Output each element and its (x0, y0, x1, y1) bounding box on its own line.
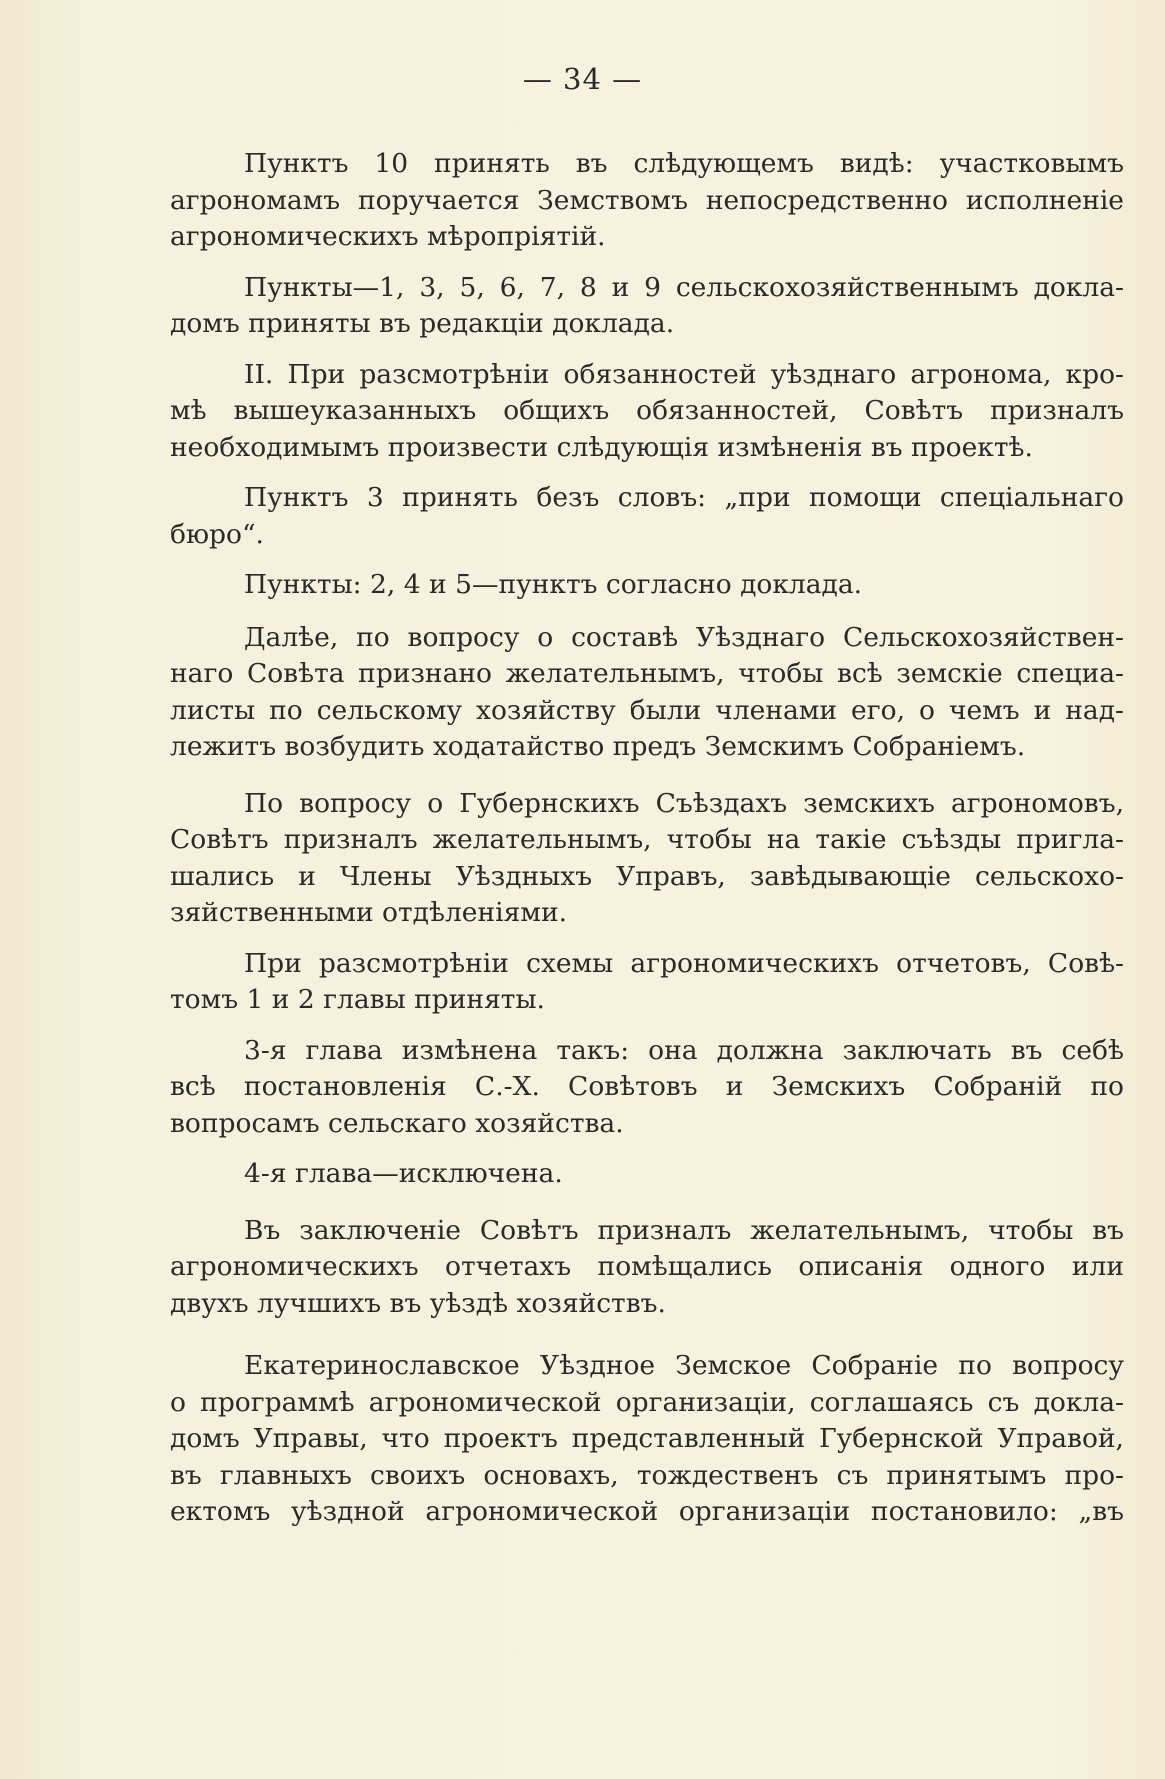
text-line: домъ Управы, что проектъ представленный Губернской Управой, (170, 1423, 1124, 1454)
text-line: лежитъ возбудить ходатайство предъ Земскимъ Собраніемъ. (170, 731, 1026, 762)
text-line: Пункты—1, 3, 5, 6, 7, 8 и 9 сельскохозяйственнымъ докла- (244, 271, 1124, 303)
text-line: агрономическихъ отчетахъ помѣщались описанія одного или (170, 1251, 1124, 1282)
text-line: зяйственными отдѣленіями. (170, 897, 568, 928)
text-line: необходимымъ произвести слѣдующія измѣненія въ проектѣ. (170, 431, 1033, 463)
paragraph (170, 1213, 1124, 1323)
text-line: При разсмотрѣніи схемы агрономическихъ отчетовъ, Совѣ- (244, 947, 1124, 979)
text-line: бюро“. (170, 518, 264, 550)
paragraph (170, 357, 1124, 467)
paragraph (170, 786, 1124, 932)
text-line: Далѣе, по вопросу о составѣ Уѣзднаго Сельскохозяйствен- (244, 621, 1124, 653)
text-line: агрономамъ поручается Земствомъ непосредственно исполненіе (170, 184, 1124, 216)
text-line: листы по сельскому хозяйству были членами его, о чемъ и над- (170, 694, 1124, 726)
paragraph (170, 270, 1124, 343)
text-line: томъ 1 и 2 главы приняты. (170, 984, 545, 1015)
text-line: II. При разсмотрѣніи обязанностей уѣзднаго агронома, кро- (244, 358, 1124, 390)
text-line: шались и Члены Уѣздныхъ Управъ, завѣдывающіе сельскохо- (170, 860, 1124, 892)
paragraph (170, 946, 1124, 1019)
text-line: ектомъ уѣздной агрономической организаціи постановило: „въ (170, 1496, 1124, 1527)
text-line: Совѣтъ призналъ желательнымъ, чтобы на такіе съѣзды пригла- (170, 824, 1124, 855)
text-line: агрономическихъ мѣропріятій. (170, 221, 606, 252)
text-line: 3-я глава измѣнена такъ: она должна заключать въ себѣ (244, 1034, 1124, 1066)
body-text (170, 132, 1124, 1531)
text-line: Пунктъ 3 принять безъ словъ: „при помощи спеціальнаго (244, 482, 1124, 513)
paragraph (170, 567, 1124, 604)
paragraph (170, 1156, 1124, 1193)
text-line: въ главныхъ своихъ основахъ, тождественъ съ принятымъ про- (170, 1459, 1124, 1491)
text-line: Въ заключеніе Совѣтъ призналъ желательнымъ, чтобы въ (244, 1214, 1124, 1246)
text-line: Пункты: 2, 4 и 5—пунктъ согласно доклада. (244, 569, 863, 600)
text-line: всѣ постановленія С.-Х. Совѣтовъ и Земскихъ Собраній по (170, 1071, 1124, 1102)
paragraph (170, 480, 1124, 553)
text-line: о программѣ агрономической организаціи, соглашаясь съ докла- (170, 1386, 1124, 1418)
text-line: Екатеринославское Уѣздное Земское Собраніе по вопросу (244, 1350, 1124, 1381)
paragraph (170, 1033, 1124, 1143)
text-line: наго Совѣта признано желательнымъ, чтобы всѣ земскіе специа- (170, 658, 1124, 689)
page-number: — 34 — (522, 62, 643, 96)
text-line: двухъ лучшихъ въ уѣздѣ хозяйствъ. (170, 1287, 666, 1319)
text-line: 4-я глава—исключена. (244, 1158, 563, 1189)
text-line: мѣ вышеуказанныхъ общихъ обязанностей, Совѣтъ призналъ (170, 395, 1124, 426)
paragraph (170, 146, 1124, 256)
text-line: По вопросу о Губернскихъ Съѣздахъ земскихъ агрономовъ, (244, 787, 1124, 819)
text-line: Пунктъ 10 принять въ слѣдующемъ видѣ: участковымъ (244, 148, 1124, 179)
paragraph (170, 1348, 1124, 1531)
text-line: домъ приняты въ редакціи доклада. (170, 308, 675, 339)
text-line: вопросамъ сельскаго хозяйства. (170, 1107, 624, 1139)
paragraph (170, 620, 1124, 766)
